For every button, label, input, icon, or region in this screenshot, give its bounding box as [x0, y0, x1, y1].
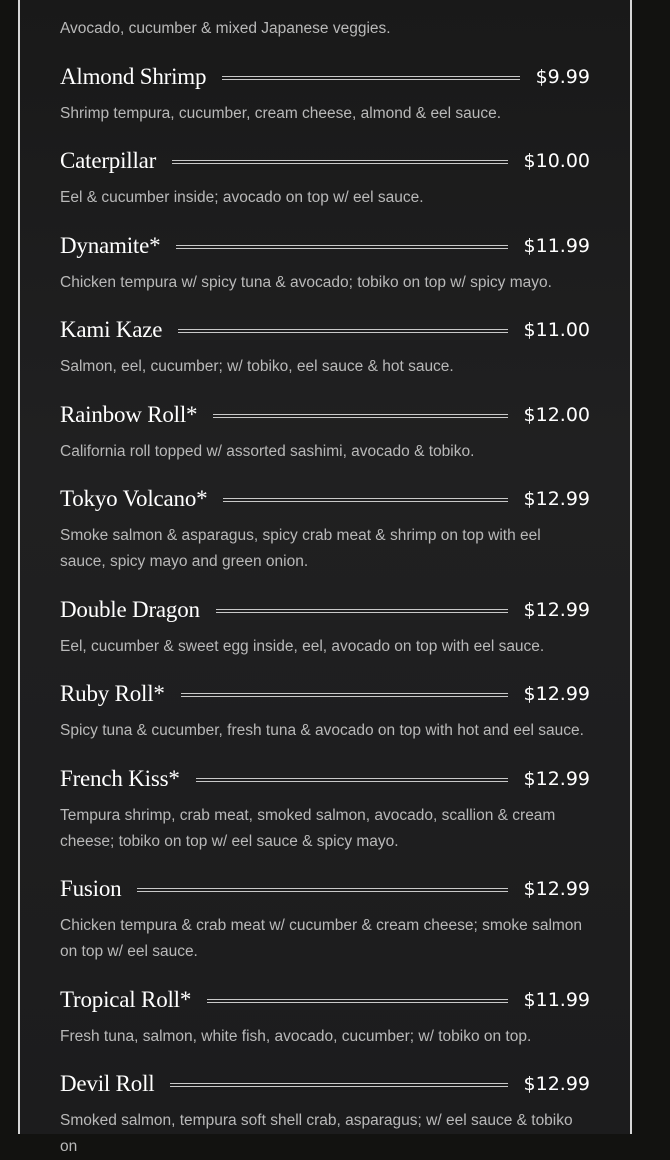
- item-description: Chicken tempura w/ spicy tuna & avocado; tobiko on top w/ spicy mayo.: [60, 273, 552, 291]
- menu-item: [60, 1052, 590, 1155]
- leader-line: [196, 778, 508, 782]
- item-description: Spicy tuna & cucumber, fresh tuna & avocado on top with hot and eel sauce.: [60, 722, 584, 739]
- item-name: Double Dragon: [60, 596, 200, 622]
- item-name: Devil Roll: [60, 1071, 155, 1096]
- item-price: $10.00: [523, 150, 590, 172]
- item-description: Smoked salmon, tempura soft shell crab, asparagus; w/ eel sauce & tobiko on: [60, 1112, 573, 1155]
- leader-line: [170, 1083, 507, 1087]
- item-description: Fresh tuna, salmon, white fish, avocado, cucumber; w/ tobiko on top.: [60, 1027, 532, 1045]
- leader-line: [178, 329, 507, 333]
- menu-item: [60, 662, 590, 747]
- item-name: Tokyo Volcano*: [60, 486, 208, 511]
- item-price: $11.99: [523, 234, 590, 257]
- item-name: Caterpillar: [60, 148, 157, 173]
- leader-line: [137, 888, 507, 892]
- item-description: Eel, cucumber & sweet egg inside, eel, avocado on top with eel sauce.: [60, 637, 545, 655]
- item-description: Eel & cucumber inside; avocado on top w/ eel sauce.: [60, 189, 424, 206]
- leader-line: [181, 693, 508, 697]
- item-name: Kami Kaze: [60, 317, 163, 342]
- item-description: Avocado, cucumber & mixed Japanese veggies.: [60, 20, 391, 37]
- leader-line: [172, 160, 507, 164]
- item-price: $11.00: [523, 319, 590, 341]
- leader-line: [207, 999, 507, 1003]
- menu-item: [60, 747, 590, 858]
- item-description: Chicken tempura & crab meat w/ cucumber & cream cheese; smoke salmon on top w/ eel sauce.: [60, 917, 583, 960]
- item-price: $11.99: [523, 988, 590, 1011]
- leader-line: [222, 76, 519, 80]
- item-name: Almond Shrimp: [60, 63, 207, 89]
- menu-item: [60, 45, 590, 130]
- leader-line: [216, 609, 508, 613]
- item-name: Ruby Roll*: [60, 681, 165, 706]
- item-description: Salmon, eel, cucumber; w/ tobiko, eel sauce & hot sauce.: [60, 358, 454, 375]
- item-price: $12.99: [523, 488, 590, 510]
- menu-item: [60, 214, 590, 299]
- item-description: Smoke salmon & asparagus, spicy crab meat & shrimp on top with eel sauce, spicy mayo and green onion.: [60, 527, 541, 570]
- item-name: Rainbow Roll*: [60, 401, 198, 427]
- item-name: Dynamite*: [60, 232, 161, 258]
- item-price: $12.99: [523, 1073, 590, 1095]
- leader-line: [223, 498, 507, 502]
- item-price: $9.99: [535, 65, 590, 88]
- menu-item: [60, 298, 590, 383]
- item-name: Tropical Roll*: [60, 986, 192, 1012]
- item-price: $12.99: [523, 683, 590, 705]
- item-description: Shrimp tempura, cucumber, cream cheese, almond & eel sauce.: [60, 104, 502, 122]
- menu-item: [60, 383, 590, 468]
- leader-line: [176, 245, 507, 249]
- item-name: French Kiss*: [60, 765, 180, 791]
- menu-item: [60, 968, 590, 1053]
- item-name: Fusion: [60, 876, 122, 901]
- menu-item: [60, 578, 590, 663]
- item-description: California roll topped w/ assorted sashimi, avocado & tobiko.: [60, 442, 475, 460]
- menu-item: [60, 857, 590, 968]
- leader-line: [213, 414, 507, 418]
- menu-item: [60, 467, 590, 578]
- menu-item: [60, 129, 590, 214]
- item-price: $12.99: [523, 878, 590, 900]
- item-price: $12.00: [523, 403, 590, 426]
- item-description: Tempura shrimp, crab meat, smoked salmon, avocado, scallion & cream cheese; tobiko on top w/ eel sauce & spicy mayo.: [60, 806, 556, 850]
- menu-list: [60, 0, 590, 1155]
- item-price: $12.99: [523, 767, 590, 790]
- menu-panel: [18, 0, 632, 1155]
- item-price: $12.99: [523, 598, 590, 621]
- menu-item-partial: [60, 0, 590, 45]
